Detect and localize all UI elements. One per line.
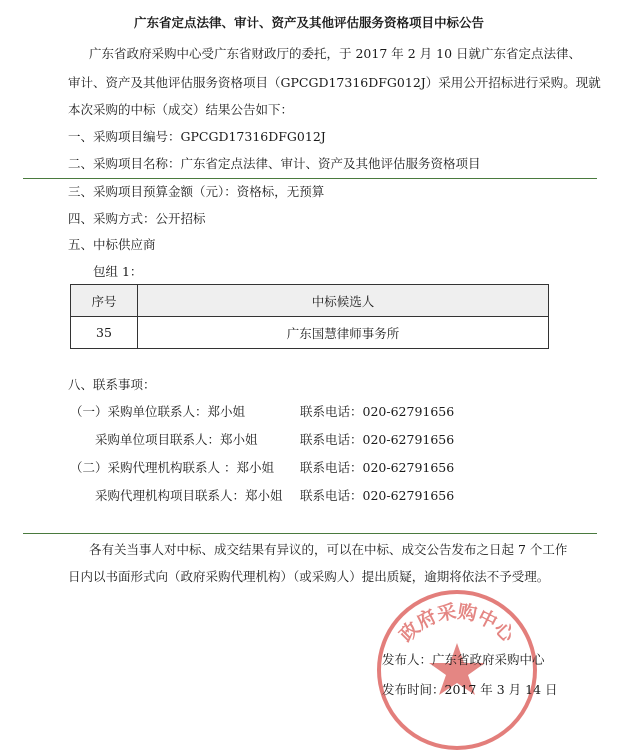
table-cell-number: 35 <box>71 317 138 349</box>
intro-line-3: 本次采购的中标（成交）结果公告如下： <box>68 102 294 117</box>
winning-supplier-heading: 五、中标供应商 <box>68 237 156 252</box>
divider-rule <box>23 178 597 179</box>
project-name: 二、采购项目名称：广东省定点法律、审计、资产及其他评估服务资格项目 <box>68 156 481 171</box>
award-table <box>70 284 549 349</box>
procurement-method: 四、采购方式：公开招标 <box>68 211 206 226</box>
objection-notice-line-1: 各有关当事人对中标、成交结果有异议的，可以在中标、成交公告发布之日起 7 个工作 <box>89 542 568 557</box>
contact-name-1: （一）采购单位联系人：郑小姐 <box>70 404 246 419</box>
table-cell-candidate: 广东国慧律师事务所 <box>138 317 549 349</box>
contact-phone-4: 联系电话：020-62791656 <box>300 488 455 503</box>
project-budget: 三、采购项目预算金额（元）：资格标，无预算 <box>68 184 325 199</box>
contact-name-3: （二）采购代理机构联系人 ：郑小姐 <box>70 460 274 475</box>
seal-text: 政府采购中心 <box>395 600 519 647</box>
contact-name-2: 采购单位项目联系人：郑小姐 <box>95 432 258 447</box>
project-number: 一、采购项目编号：GPCGD17316DFG012J <box>68 129 326 144</box>
table-header-candidate: 中标候选人 <box>138 285 549 317</box>
contact-phone-1: 联系电话：020-62791656 <box>300 404 455 419</box>
table-header-number: 序号 <box>71 285 138 317</box>
objection-notice-line-2: 日内以书面形式向（政府采购代理机构）（或采购人）提出质疑，逾期将依法不予受理。 <box>68 569 550 584</box>
divider-rule-2 <box>23 533 597 534</box>
publisher: 发布人：广东省政府采购中心 <box>382 652 545 667</box>
intro-line-2: 审计、资产及其他评估服务资格项目（GPCGD17316DFG012J）采用公开招标进行采购。现就 <box>68 75 601 90</box>
official-seal-icon <box>372 585 542 755</box>
page-title: 广东省定点法律、审计、资产及其他评估服务资格项目中标公告 <box>133 15 484 30</box>
intro-line-1: 广东省政府采购中心受广东省财政厅的委托，于 2017 年 2 月 10 日就广东省定点法律、 <box>89 46 582 61</box>
publish-date: 发布时间：2017 年 3 月 14 日 <box>382 682 558 697</box>
contact-phone-2: 联系电话：020-62791656 <box>300 432 455 447</box>
table-row <box>71 317 549 349</box>
table-header-row <box>71 285 549 317</box>
contact-heading: 八、联系事项： <box>68 377 156 392</box>
package-label: 包组 1： <box>93 264 143 279</box>
contact-phone-3: 联系电话：020-62791656 <box>300 460 455 475</box>
contact-name-4: 采购代理机构项目联系人：郑小姐 <box>95 488 283 503</box>
